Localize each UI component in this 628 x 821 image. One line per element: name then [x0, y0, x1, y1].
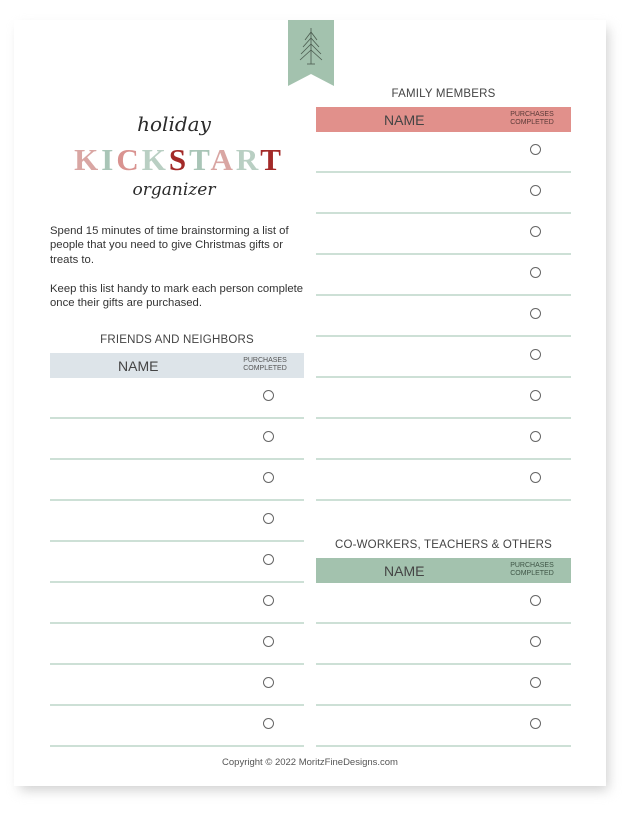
- family-completed-checkbox[interactable]: [530, 472, 541, 483]
- family-completed-checkbox[interactable]: [530, 144, 541, 155]
- family-name-row[interactable]: [316, 419, 571, 460]
- coworkers-section-title: CO-WORKERS, TEACHERS & OTHERS: [334, 539, 553, 551]
- title-letter: K: [74, 142, 102, 177]
- title-letter: A: [210, 142, 236, 177]
- family-completed-checkbox[interactable]: [530, 390, 541, 401]
- family-completed-checkbox[interactable]: [530, 267, 541, 278]
- coworkers-name-row[interactable]: [316, 665, 571, 706]
- family-name-row[interactable]: [316, 296, 571, 337]
- family-completed-checkbox[interactable]: [530, 431, 541, 442]
- friends-completed-checkbox[interactable]: [263, 390, 274, 401]
- friends-name-header: NAME: [118, 358, 159, 374]
- family-completed-checkbox[interactable]: [530, 185, 541, 196]
- family-name-row[interactable]: [316, 255, 571, 296]
- coworkers-name-row[interactable]: [316, 583, 571, 624]
- friends-completed-checkbox[interactable]: [263, 718, 274, 729]
- family-name-row[interactable]: [316, 337, 571, 378]
- family-name-row[interactable]: [316, 173, 571, 214]
- coworkers-completed-checkbox[interactable]: [530, 718, 541, 729]
- family-section-title: FAMILY MEMBERS: [391, 88, 496, 100]
- friends-completed-checkbox[interactable]: [263, 554, 274, 565]
- coworkers-completed-checkbox[interactable]: [530, 677, 541, 688]
- title-letter: I: [101, 142, 117, 177]
- family-name-row[interactable]: [316, 214, 571, 255]
- friends-completed-checkbox[interactable]: [263, 595, 274, 606]
- family-completed-checkbox[interactable]: [530, 226, 541, 237]
- family-name-header: NAME: [384, 112, 425, 128]
- family-name-row[interactable]: [316, 378, 571, 419]
- friends-name-row[interactable]: [50, 378, 304, 419]
- family-header: [316, 107, 571, 132]
- family-completed-checkbox[interactable]: [530, 308, 541, 319]
- title-kickstart: [66, 142, 292, 178]
- friends-name-row[interactable]: [50, 501, 304, 542]
- copyright-footer: Copyright © 2022 MoritzFineDesigns.com: [222, 757, 398, 768]
- family-purchases-header: PURCHASES COMPLETED: [510, 111, 554, 126]
- friends-name-row[interactable]: [50, 542, 304, 583]
- coworkers-header: [316, 558, 571, 583]
- friends-header: [50, 353, 304, 378]
- intro-paragraph-1: Spend 15 minutes of time brainstorming a list of people that you need to give Christmas gifts or treats to.: [50, 225, 289, 266]
- title-letter: C: [116, 142, 142, 177]
- document-page: [14, 20, 606, 786]
- intro-paragraph-2: Keep this list handy to mark each person complete once their gifts are purchased.: [50, 283, 304, 310]
- friends-completed-checkbox[interactable]: [263, 472, 274, 483]
- coworkers-purchases-header: PURCHASES COMPLETED: [510, 562, 554, 577]
- friends-completed-checkbox[interactable]: [263, 431, 274, 442]
- family-name-row[interactable]: [316, 460, 571, 501]
- friends-name-row[interactable]: [50, 624, 304, 665]
- title-letter: T: [260, 142, 284, 177]
- friends-name-row[interactable]: [50, 583, 304, 624]
- friends-name-row[interactable]: [50, 419, 304, 460]
- title-letter: K: [141, 142, 169, 177]
- coworkers-name-row[interactable]: [316, 706, 571, 747]
- title-letter: T: [189, 142, 211, 177]
- ribbon-bookmark: [288, 20, 334, 86]
- coworkers-completed-checkbox[interactable]: [530, 595, 541, 606]
- coworkers-completed-checkbox[interactable]: [530, 636, 541, 647]
- friends-completed-checkbox[interactable]: [263, 513, 274, 524]
- friends-completed-checkbox[interactable]: [263, 636, 274, 647]
- title-letter: R: [235, 142, 261, 177]
- friends-name-row[interactable]: [50, 706, 304, 747]
- coworkers-name-row[interactable]: [316, 624, 571, 665]
- friends-completed-checkbox[interactable]: [263, 677, 274, 688]
- friends-section-title: FRIENDS AND NEIGHBORS: [100, 334, 254, 346]
- coworkers-name-header: NAME: [384, 563, 425, 579]
- title-letter: S: [168, 142, 190, 177]
- title-holiday: holiday: [137, 112, 211, 136]
- family-name-row[interactable]: [316, 132, 571, 173]
- family-completed-checkbox[interactable]: [530, 349, 541, 360]
- friends-purchases-header: PURCHASES COMPLETED: [243, 357, 287, 372]
- title-organizer: organizer: [132, 180, 216, 200]
- friends-name-row[interactable]: [50, 460, 304, 501]
- friends-name-row[interactable]: [50, 665, 304, 706]
